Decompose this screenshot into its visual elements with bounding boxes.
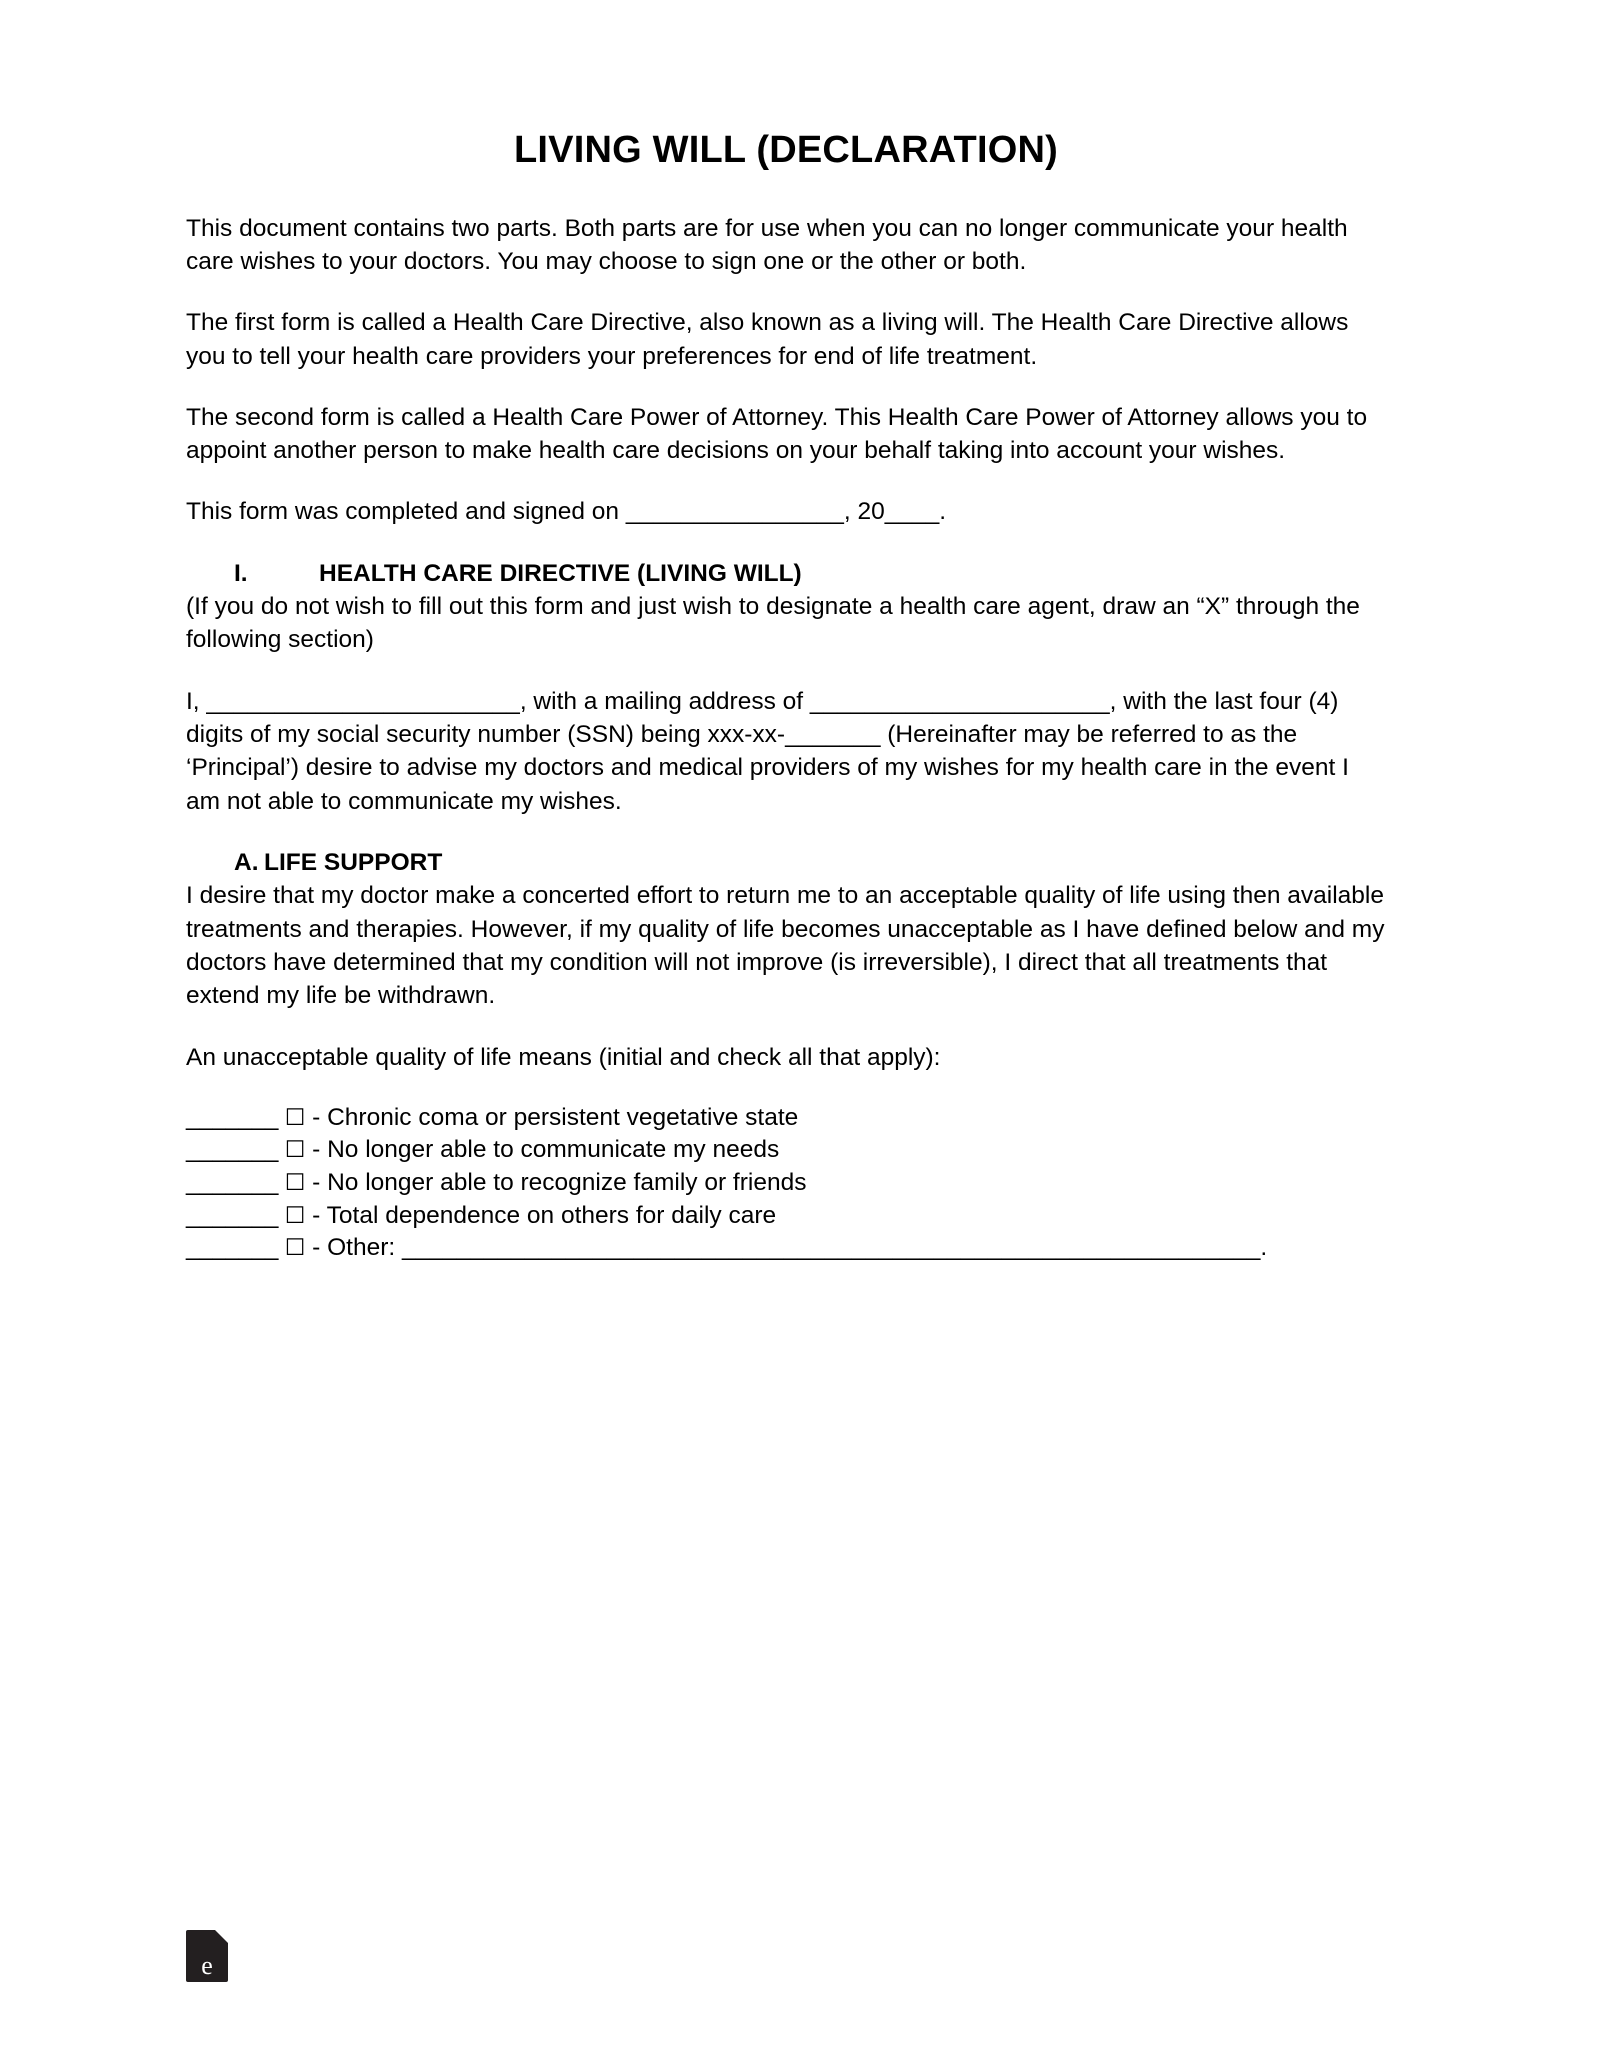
intro-paragraph-3: The second form is called a Health Care Power of Attorney. This Health Care Power of Attorney allows you to appoint another person to make health care decisions on your behalf taking into account your wishes. [186,403,1368,465]
checkbox-icon[interactable]: ☐ [284,1169,306,1195]
checklist-prompt: An unacceptable quality of life means (initial and check all that apply): [186,1043,941,1071]
subsection-heading-text: LIFE SUPPORT [264,848,443,876]
checkbox-icon[interactable]: ☐ [284,1103,306,1130]
page-title: LIVING WILL (DECLARATION) [514,129,1058,171]
section-heading-text: HEALTH CARE DIRECTIVE (LIVING WILL) [319,559,802,587]
initial-blank[interactable]: _______ [186,1201,278,1229]
initial-blank[interactable]: _______ [186,1103,278,1131]
intro-paragraph-1: This document contains two parts. Both parts are for use when you can no longer communicate your health care wishes to your doctors. You may choose to sign one or the other or both. [186,214,1348,275]
section-numeral: I. [234,559,248,587]
section-one-instruction: (If you do not wish to fill out this form and just wish to designate a health care agent, draw an “X” through the following section) [186,593,1360,654]
document-file-icon [186,1930,228,1982]
checklist-item-label: - No longer able to communicate my needs [312,1136,780,1164]
checklist-item [186,1102,1386,1135]
checklist-item-label: - Chronic coma or persistent vegetative state [312,1103,799,1131]
section-heading-health-care-directive [186,557,1386,590]
checklist-item-other [186,1232,1386,1265]
intro-paragraph-2: The first form is called a Health Care Directive, also known as a living will. The Health Care Directive allows you to tell your health care providers your preferences for end of life treatment. [186,309,1349,370]
document-body [186,128,1386,1265]
eforms-logo [186,1930,230,1982]
initial-blank[interactable]: _______ [186,1169,278,1196]
checkbox-icon[interactable]: ☐ [284,1136,306,1163]
logo-letter: e [201,1951,213,1980]
checklist-item [186,1167,1386,1200]
checklist-item-label: - Other: _______________________________________________________________. [312,1234,1268,1262]
completion-date-line: This form was completed and signed on ________________, 20____. [186,498,947,526]
life-support-body: I desire that my doctor make a concerted effort to return me to an acceptable quality of life using then available treatments and therapies. However, if my quality of life becomes unacceptable as I have defined below and my doctors have determined that my condition will not improve (is irreversible), I direct that all treatments that extend my life be withdrawn. [186,882,1385,1010]
subsection-letter: A. [234,848,259,876]
initial-blank[interactable]: _______ [186,1136,278,1164]
checkbox-icon[interactable]: ☐ [284,1201,306,1228]
subsection-heading-life-support [186,846,1386,879]
checkbox-icon[interactable]: ☐ [284,1234,306,1261]
initial-blank[interactable]: _______ [186,1234,278,1262]
checklist-item [186,1134,1386,1167]
quality-of-life-checklist [186,1102,1386,1265]
principal-declaration-paragraph: I, _______________________, with a mailing address of ______________________, with the last four (4) digits of my social security number (SSN) being xxx-xx-_______ (Hereinafter may be referred to as the ‘Principal’) desire to advise my doctors and medical providers of my wishes for my health care in the event I am not able to communicate my wishes. [186,687,1349,815]
checklist-item-label: - No longer able to recognize family or friends [312,1169,807,1196]
checklist-item-label: - Total dependence on others for daily care [312,1201,777,1229]
checklist-item [186,1200,1386,1233]
